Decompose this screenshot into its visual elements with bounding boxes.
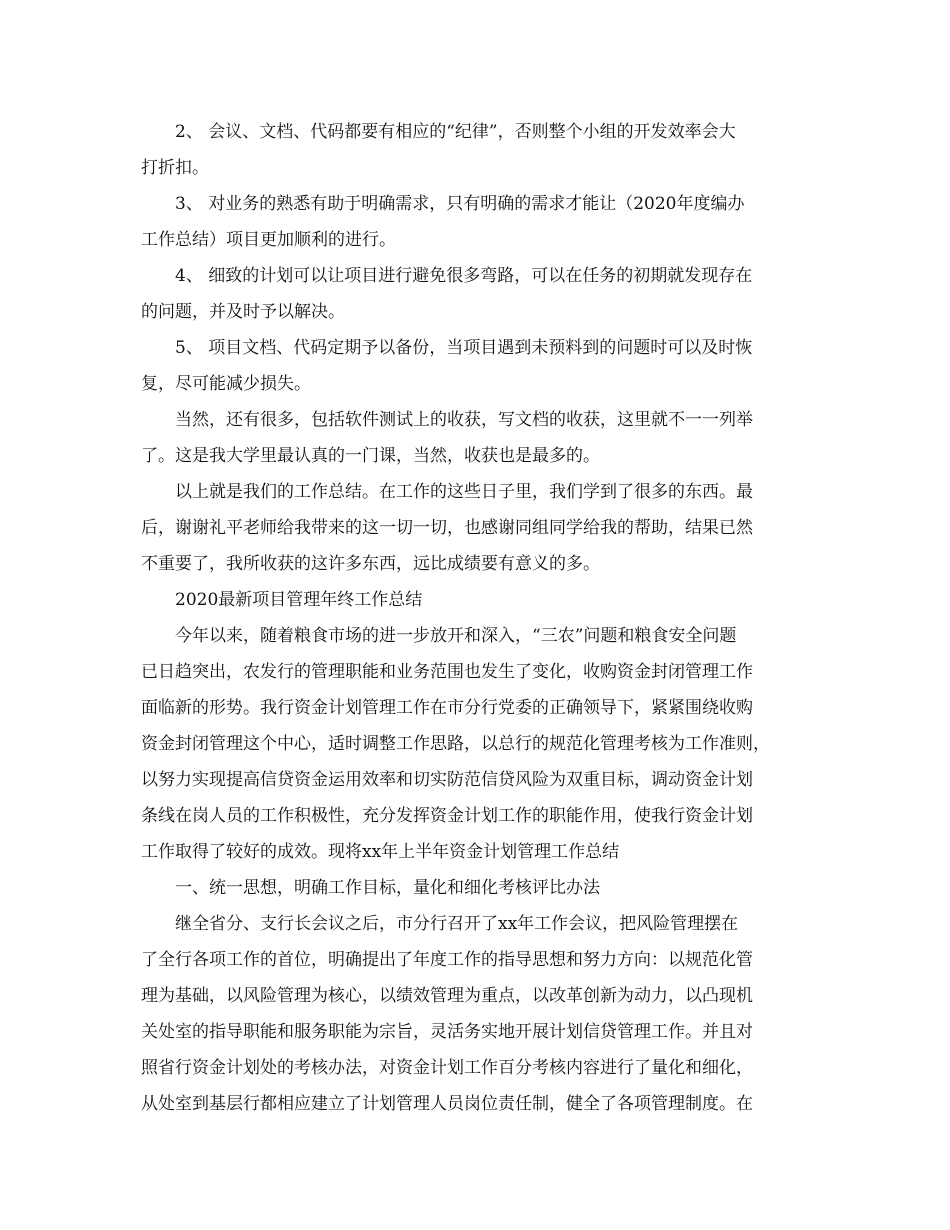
text-line: 复，尽可能减少损失。 [141, 374, 311, 394]
text-line: 以上就是我们的工作总结。在工作的这些日子里，我们学到了很多的东西。最 [175, 482, 753, 502]
text-line: 条线在岗人员的工作积极性，充分发挥资金计划工作的职能作用，使我行资金计划 [141, 806, 753, 826]
text-line: 3、 对业务的熟悉有助于明确需求，只有明确的需求才能让（2020年度编办 [175, 194, 745, 214]
section-heading: 2020最新项目管理年终工作总结 [175, 590, 423, 610]
text-line: 面临新的形势。我行资金计划管理工作在市分行党委的正确领导下，紧紧围绕收购 [141, 698, 753, 718]
text-line: 的问题，并及时予以解决。 [141, 302, 345, 322]
text-line: 从处室到基层行都相应建立了计划管理人员岗位责任制，健全了各项管理制度。在 [141, 1094, 753, 1114]
text-line: 2、 会议、文档、代码都要有相应的“纪律”，否则整个小组的开发效率会大 [175, 122, 736, 142]
section-heading: 一、统一思想，明确工作目标，量化和细化考核评比办法 [175, 878, 600, 898]
text-line: 4、 细致的计划可以让项目进行避免很多弯路，可以在任务的初期就发现存在 [175, 266, 753, 286]
text-line: 后，谢谢礼平老师给我带来的这一切一切，也感谢同组同学给我的帮助，结果已然 [141, 518, 753, 538]
text-line: 资金封闭管理这个中心，适时调整工作思路，以总行的规范化管理考核为工作准则， [141, 734, 770, 754]
text-line: 关处室的指导职能和服务职能为宗旨，灵活务实地开展计划信贷管理工作。并且对 [141, 1022, 753, 1042]
text-line: 打折扣。 [141, 158, 209, 178]
text-line: 继全省分、支行长会议之后，市分行召开了xx年工作会议，把风险管理摆在 [175, 914, 739, 934]
text-line: 了全行各项工作的首位，明确提出了年度工作的指导思想和努力方向：以规范化管 [141, 950, 753, 970]
text-line: 已日趋突出，农发行的管理职能和业务范围也发生了变化，收购资金封闭管理工作 [141, 662, 753, 682]
text-line: 了。这是我大学里最认真的一门课，当然，收获也是最多的。 [141, 446, 600, 466]
text-line: 当然，还有很多，包括软件测试上的收获，写文档的收获，这里就不一一列举 [175, 410, 753, 430]
text-line: 不重要了，我所收获的这许多东西，远比成绩要有意义的多。 [141, 554, 600, 574]
text-line: 工作取得了较好的成效。现将xx年上半年资金计划管理工作总结 [141, 842, 620, 862]
text-line: 以努力实现提高信贷资金运用效率和切实防范信贷风险为双重目标，调动资金计划 [141, 770, 753, 790]
text-line: 照省行资金计划处的考核办法，对资金计划工作百分考核内容进行了量化和细化， [141, 1058, 753, 1078]
text-line: 工作总结）项目更加顺利的进行。 [141, 230, 396, 250]
text-line: 理为基础，以风险管理为核心，以绩效管理为重点，以改革创新为动力，以凸现机 [141, 986, 753, 1006]
text-line: 5、 项目文档、代码定期予以备份，当项目遇到未预料到的问题时可以及时恢 [175, 338, 753, 358]
text-line: 今年以来，随着粮食市场的进一步放开和深入，“三农”问题和粮食安全问题 [175, 626, 737, 646]
